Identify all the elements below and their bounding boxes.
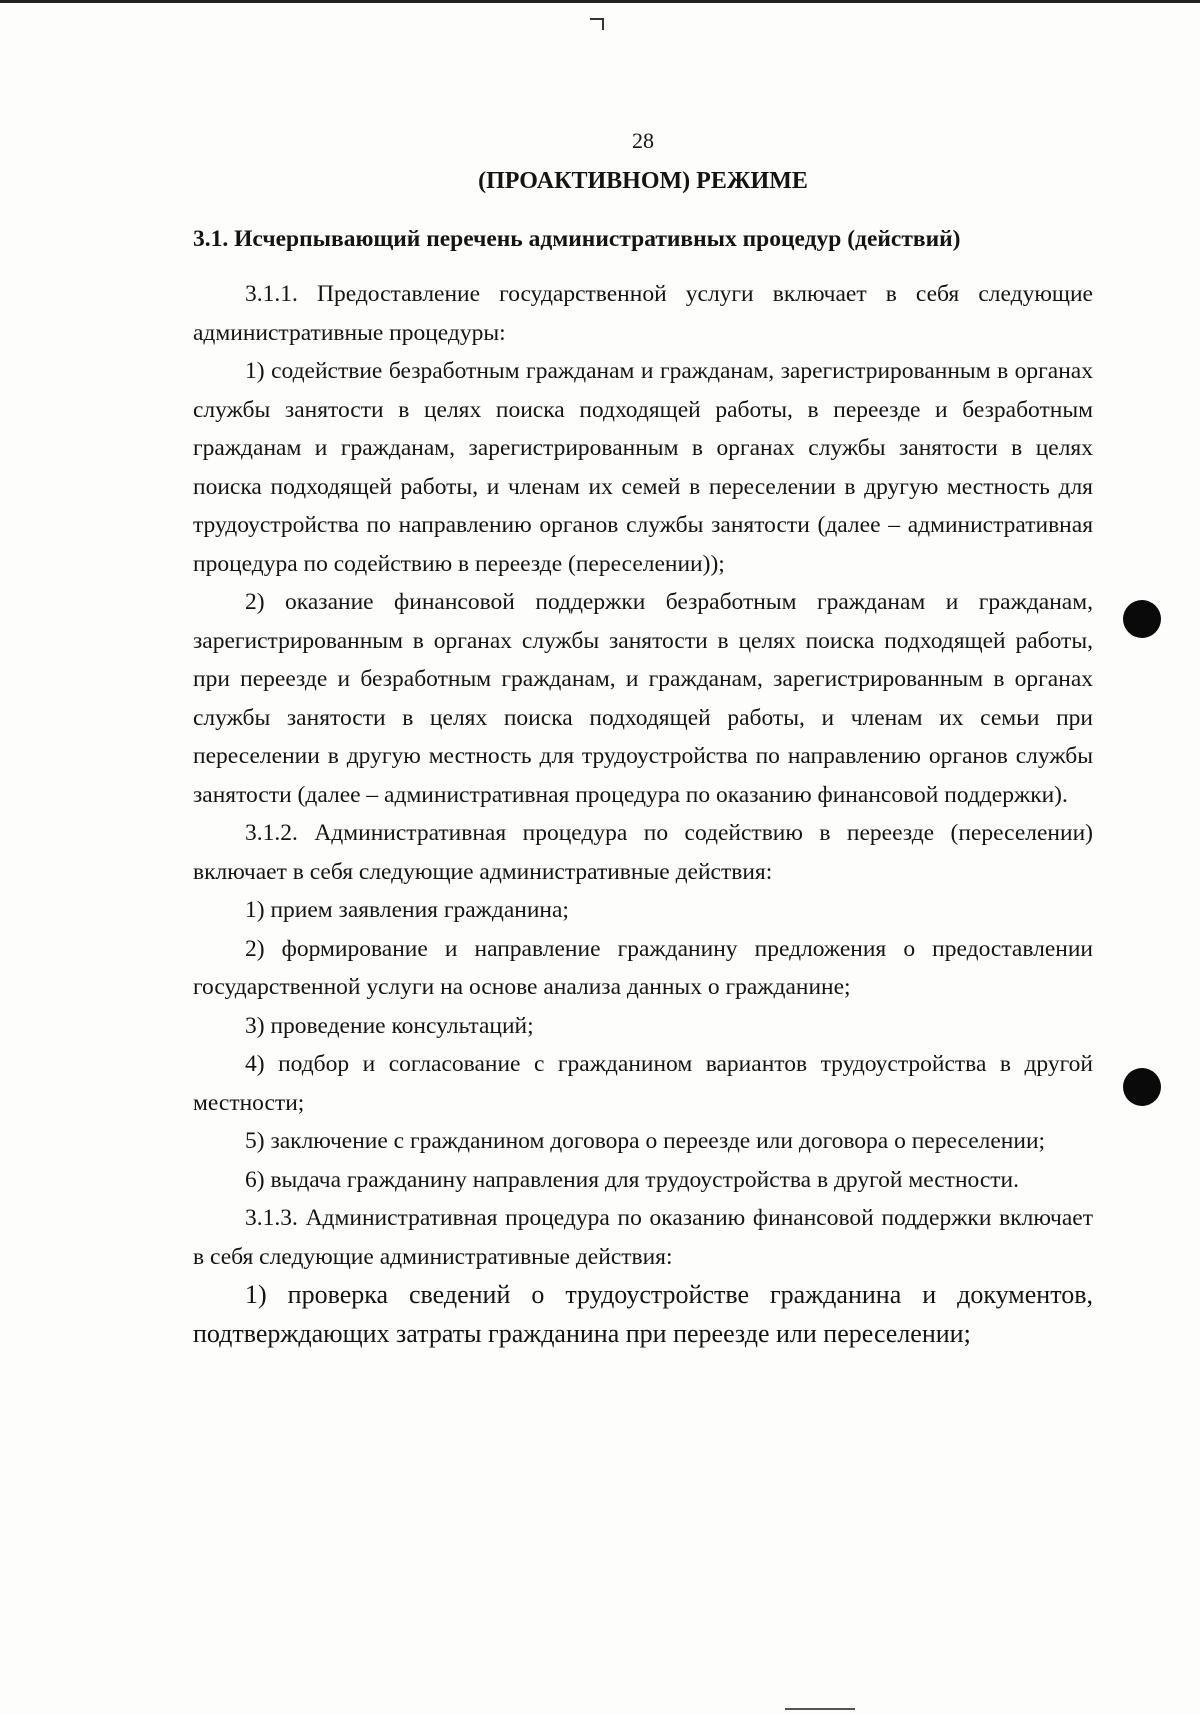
scan-artifact-mark xyxy=(590,18,604,30)
action-item-2: 2) формирование и направление гражданину предложения о предоставлении государственной услуги на основе анализа данных о гражданине; xyxy=(193,935,1093,1000)
binder-punch-hole xyxy=(1123,600,1161,638)
list-item-1-relocation-assistance: 1) содействие безработным гражданам и гражданам, зарегистрированным в органах службы занятости в целях поиска подходящей работы, в переезде и безработным гражданам и гражданам, зарегистрированным в органах службы занятости в целях поиска подходящей работы, и членам их семей в переселении в другую местность для трудоустройства по направлению органов службы занятости (далее – административная процедура по содействию в переезде (переселении)); xyxy=(193,358,1093,577)
scan-bottom-mark xyxy=(785,1708,855,1710)
list-item-2-financial-support: 2) оказание финансовой поддержки безработным гражданам и гражданам, зарегистрированным в органах службы занятости в целях поиска подходящей работы, при переезде и безработным гражданам, и гражданам, зарегистрированным в органах службы занятости в целях поиска подходящей работы, и членам их семьи при переселении в другую местность для трудоустройства по направлению органов службы занятости (далее – административная процедура по оказанию финансовой поддержки). xyxy=(193,589,1093,808)
action-item-6: 6) выдача гражданину направления для трудоустройства в другой местности. xyxy=(245,1166,1020,1193)
action-item-5: 5) заключение с гражданином договора о переезде или договора о переселении; xyxy=(245,1128,1046,1154)
page-number: 28 xyxy=(632,128,654,153)
section-heading: (ПРОАКТИВНОМ) РЕЖИМЕ xyxy=(478,168,808,194)
binder-punch-hole xyxy=(1123,1068,1161,1106)
paragraph-3-1-1: 3.1.1. Предоставление государственной услуги включает в себя следующие административные процедуры: xyxy=(193,281,1093,346)
document-content xyxy=(193,125,1093,1353)
scan-top-edge xyxy=(0,0,1200,3)
subsection-heading: 3.1. Исчерпывающий перечень административных процедур (действий) xyxy=(193,226,961,252)
action-item-4: 4) подбор и согласование с гражданином вариантов трудоустройства в другой местности; xyxy=(193,1051,1093,1116)
paragraph-3-1-2: 3.1.2. Административная процедура по содействию в переезде (переселении) включает в себя следующие административные действия: xyxy=(193,820,1093,885)
action-item-3: 3) проведение консультаций; xyxy=(245,1012,534,1039)
paragraph-3-1-3: 3.1.3. Административная процедура по оказанию финансовой поддержки включает в себя следующие административные действия: xyxy=(193,1205,1093,1270)
financial-action-item-1: 1) проверка сведений о трудоустройстве гражданина и документов, подтверждающих затраты гражданина при переезде или переселении; xyxy=(193,1280,1093,1348)
action-item-1: 1) прием заявления гражданина; xyxy=(245,897,569,923)
